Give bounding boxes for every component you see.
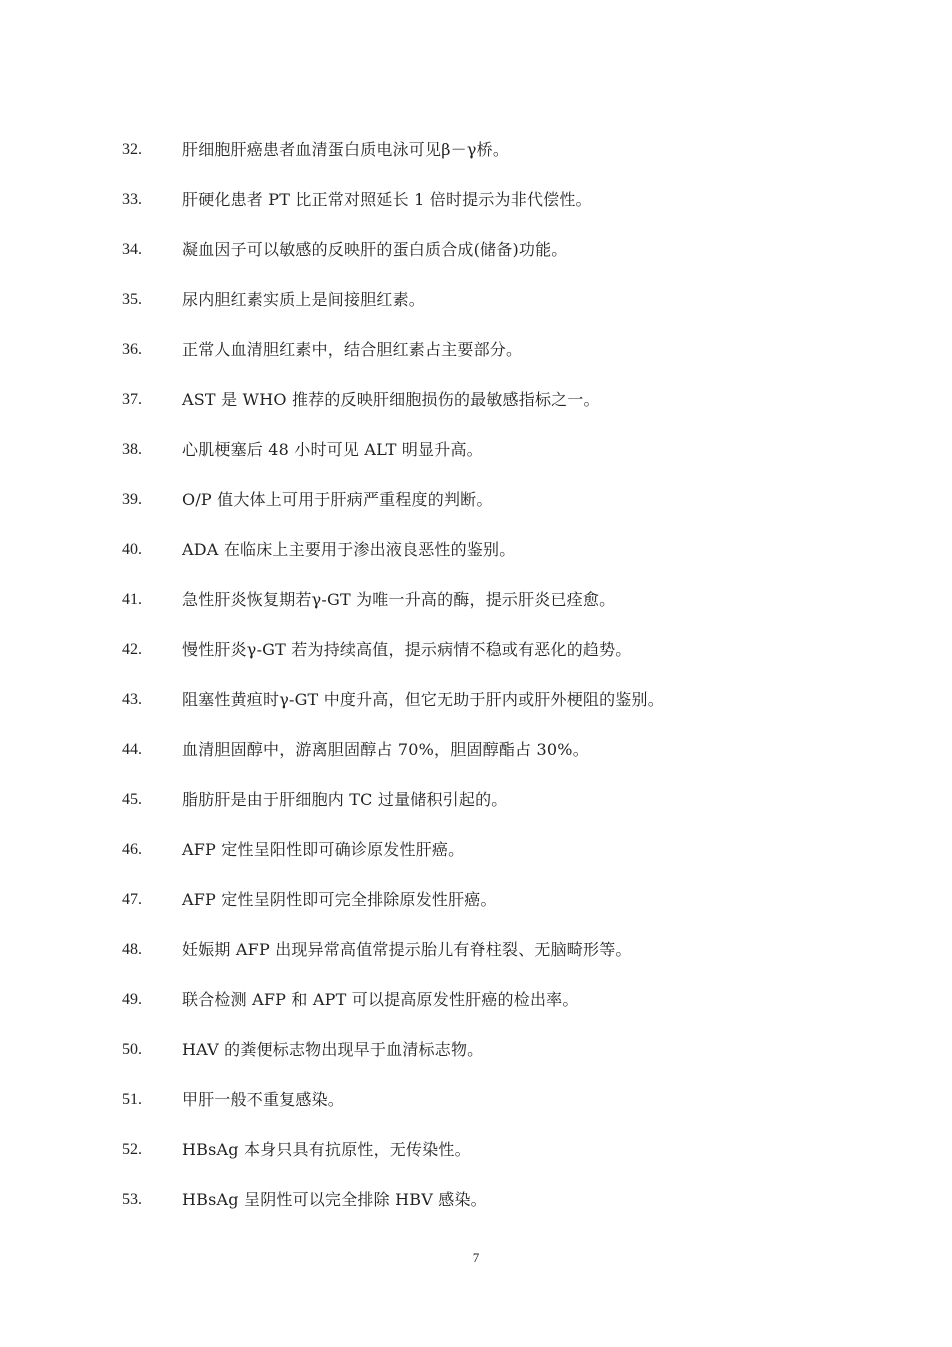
item-number: 43. bbox=[122, 691, 142, 708]
statement-item bbox=[122, 138, 664, 188]
statement-item bbox=[122, 838, 664, 888]
item-text: HBsAg 本身只具有抗原性，无传染性。 bbox=[182, 1140, 471, 1159]
item-text: 阻塞性黄疸时γ-GT 中度升高，但它无助于肝内或肝外梗阻的鉴别。 bbox=[182, 690, 664, 709]
item-text: AST 是 WHO 推荐的反映肝细胞损伤的最敏感指标之一。 bbox=[182, 390, 600, 409]
item-text: 尿内胆红素实质上是间接胆红素。 bbox=[182, 290, 426, 309]
item-number: 48. bbox=[122, 941, 142, 958]
item-text: 正常人血清胆红素中，结合胆红素占主要部分。 bbox=[182, 340, 523, 359]
item-text: AFP 定性呈阴性即可完全排除原发性肝癌。 bbox=[182, 890, 497, 909]
item-text: 慢性肝炎γ-GT 若为持续高值，提示病情不稳或有恶化的趋势。 bbox=[182, 640, 632, 659]
item-text: 肝硬化患者 PT 比正常对照延长 1 倍时提示为非代偿性。 bbox=[182, 190, 592, 209]
page-number: 7 bbox=[472, 1250, 480, 1265]
item-text: HAV 的粪便标志物出现早于血清标志物。 bbox=[182, 1040, 484, 1059]
item-number: 47. bbox=[122, 891, 142, 908]
item-text: ADA 在临床上主要用于渗出液良恶性的鉴别。 bbox=[182, 540, 516, 559]
item-number: 33. bbox=[122, 191, 142, 208]
item-number: 37. bbox=[122, 391, 142, 408]
statement-item bbox=[122, 688, 664, 738]
statement-item bbox=[122, 188, 664, 238]
item-text: 心肌梗塞后 48 小时可见 ALT 明显升高。 bbox=[182, 440, 483, 459]
statement-item bbox=[122, 438, 664, 488]
item-text: O/P 值大体上可用于肝病严重程度的判断。 bbox=[182, 490, 493, 509]
statement-item bbox=[122, 588, 664, 638]
item-text: 脂肪肝是由于肝细胞内 TC 过量储积引起的。 bbox=[182, 790, 508, 809]
item-text: 血清胆固醇中，游离胆固醇占 70%，胆固醇酯占 30%。 bbox=[182, 740, 589, 759]
statement-item bbox=[122, 288, 664, 338]
statement-list bbox=[122, 138, 664, 1238]
item-number: 46. bbox=[122, 841, 142, 858]
item-number: 35. bbox=[122, 291, 142, 308]
statement-item bbox=[122, 1188, 664, 1238]
statement-item bbox=[122, 888, 664, 938]
statement-item bbox=[122, 1088, 664, 1138]
statement-item bbox=[122, 1038, 664, 1088]
item-number: 36. bbox=[122, 341, 142, 358]
item-number: 44. bbox=[122, 741, 142, 758]
item-text: 急性肝炎恢复期若γ-GT 为唯一升高的酶，提示肝炎已痊愈。 bbox=[182, 590, 616, 609]
item-number: 32. bbox=[122, 141, 142, 158]
item-number: 34. bbox=[122, 241, 142, 258]
item-number: 40. bbox=[122, 541, 142, 558]
item-text: 妊娠期 AFP 出现异常高值常提示胎儿有脊柱裂、无脑畸形等。 bbox=[182, 940, 632, 959]
statement-item bbox=[122, 788, 664, 838]
statement-item bbox=[122, 388, 664, 438]
item-number: 45. bbox=[122, 791, 142, 808]
statement-item bbox=[122, 238, 664, 288]
statement-item bbox=[122, 738, 664, 788]
item-number: 42. bbox=[122, 641, 142, 658]
item-text: 肝细胞肝癌患者血清蛋白质电泳可见β－γ桥。 bbox=[182, 140, 510, 159]
statement-item bbox=[122, 538, 664, 588]
statement-item bbox=[122, 338, 664, 388]
item-text: HBsAg 呈阴性可以完全排除 HBV 感染。 bbox=[182, 1190, 487, 1209]
item-number: 39. bbox=[122, 491, 142, 508]
item-number: 51. bbox=[122, 1091, 142, 1108]
statement-item bbox=[122, 1138, 664, 1188]
statement-item bbox=[122, 938, 664, 988]
item-text: 凝血因子可以敏感的反映肝的蛋白质合成(储备)功能。 bbox=[182, 240, 568, 259]
item-number: 38. bbox=[122, 441, 142, 458]
statement-item bbox=[122, 488, 664, 538]
item-number: 41. bbox=[122, 591, 142, 608]
item-number: 50. bbox=[122, 1041, 142, 1058]
item-number: 53. bbox=[122, 1191, 142, 1208]
item-number: 52. bbox=[122, 1141, 142, 1158]
statement-item bbox=[122, 638, 664, 688]
item-number: 49. bbox=[122, 991, 142, 1008]
statement-item bbox=[122, 988, 664, 1038]
item-text: AFP 定性呈阳性即可确诊原发性肝癌。 bbox=[182, 840, 465, 859]
item-text: 联合检测 AFP 和 APT 可以提高原发性肝癌的检出率。 bbox=[182, 990, 579, 1009]
item-text: 甲肝一般不重复感染。 bbox=[182, 1090, 345, 1109]
